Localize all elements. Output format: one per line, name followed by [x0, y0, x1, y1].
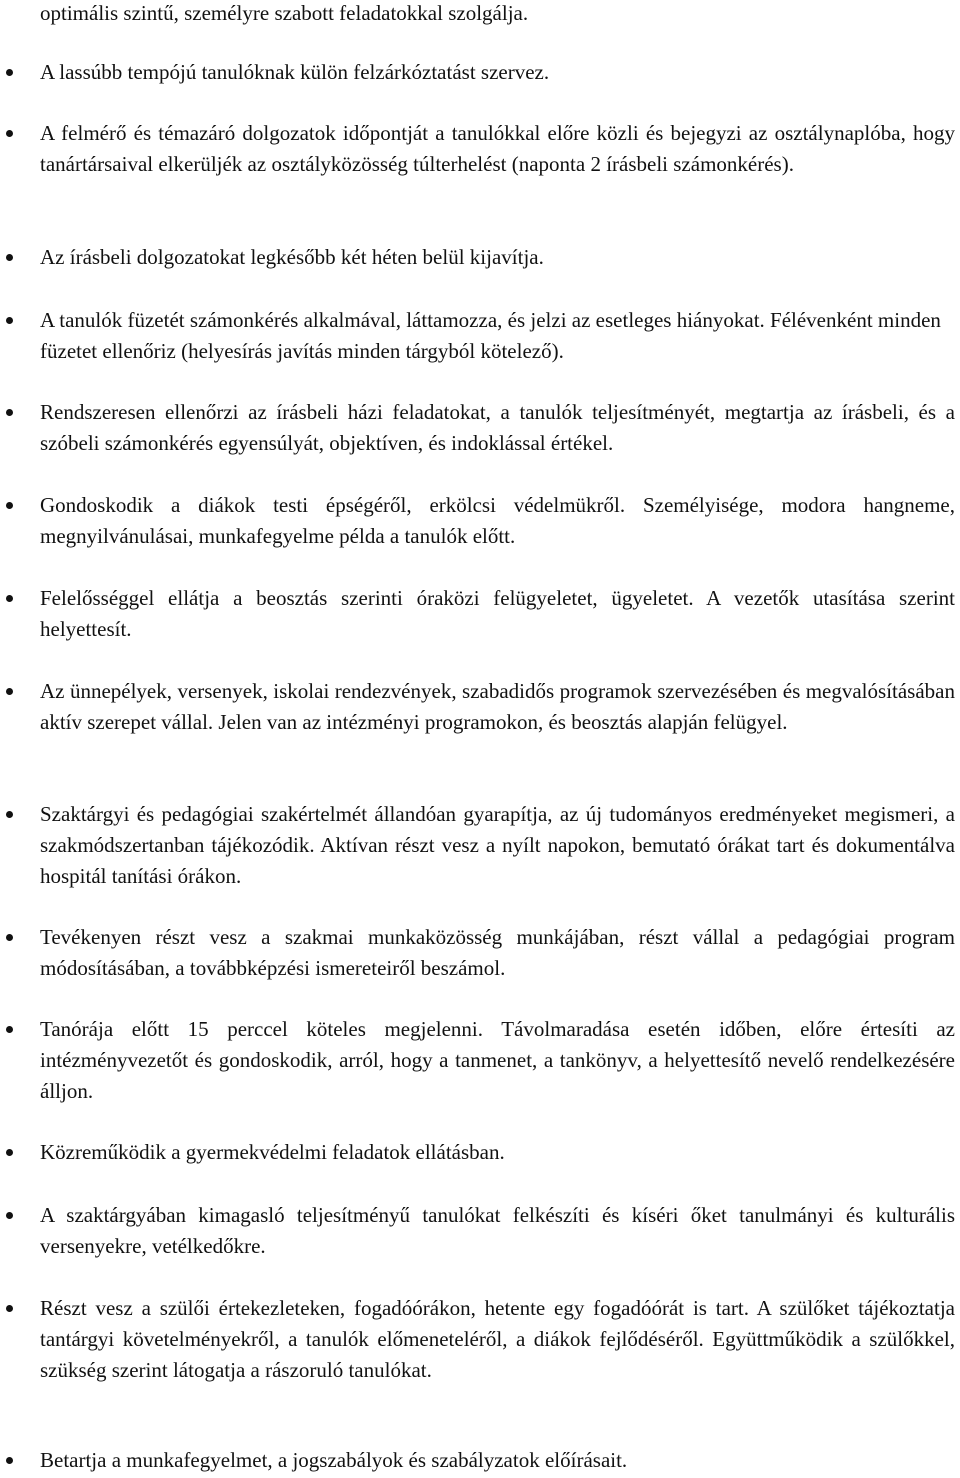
- list-item: [40, 799, 955, 892]
- list-item-text: A tanulók füzetét számonkérés alkalmával, láttamozza, és jelzi az esetleges hiányokat. Félévenként minden füzetet ellenőriz (helyesírás javítás minden tárgyból kötelező).: [40, 308, 941, 363]
- list-item: [40, 57, 955, 88]
- list-item-text: A felmérő és témazáró dolgozatok időpontját a tanulókkal előre közli és bejegyzi az osztálynaplóba, hogy tanártársaival elkerüljék az osztályközösség túlterhelést (naponta 2 írásbeli számonkérés).: [40, 121, 955, 176]
- bullet-icon: [6, 130, 13, 137]
- list-item-text: Az ünnepélyek, versenyek, iskolai rendezvények, szabadidős programok szervezésében és megvalósításában aktív szerepet vállal. Jelen van az intézményi programokon, és beosztás alapján felügyel.: [40, 679, 955, 734]
- list-item-text: Az írásbeli dolgozatokat legkésőbb két héten belül kijavítja.: [40, 245, 544, 269]
- list-item-text: Részt vesz a szülői értekezleteken, fogadóórákon, hetente egy fogadóórát is tart. A szülőket tájékoztatja tantárgyi követelményekről, a tanulók előmeneteléről, a diákok fejlődéséről. Együttműködik a szülőkkel, szükség szerint látogatja a rászoruló tanulókat.: [40, 1296, 955, 1382]
- continued-paragraph: optimális szintű, személyre szabott feladatokkal szolgálja.: [40, 1, 529, 25]
- list-item-text: A lassúbb tempójú tanulóknak külön felzárkóztatást szervez.: [40, 60, 550, 84]
- list-item-text: Szaktárgyi és pedagógiai szakértelmét állandóan gyarapítja, az új tudományos eredményeket megismeri, a szakmódszertanban tájékozódik. Aktívan részt vesz a nyílt napokon, bemutató órákat tart és dokumentálva hospitál tanítási órákon.: [40, 802, 955, 888]
- bullet-icon: [6, 254, 13, 261]
- list-item: [40, 490, 955, 552]
- list-item-text: Gondoskodik a diákok testi épségéről, erkölcsi védelmükről. Személyisége, modora hangneme, megnyilvánulásai, munkafegyelme példa a tanulók előtt.: [40, 493, 955, 548]
- list-item: [40, 676, 955, 738]
- bullet-icon: [6, 1026, 13, 1033]
- list-item: [40, 922, 955, 984]
- list-item: [40, 397, 955, 459]
- bullet-icon: [6, 69, 13, 76]
- list-item-text: A szaktárgyában kimagasló teljesítményű tanulókat felkészíti és kíséri őket tanulmányi és kulturális versenyekre, vetélkedőkre.: [40, 1203, 955, 1258]
- bullet-icon: [6, 934, 13, 941]
- list-item: [40, 1137, 955, 1168]
- bullet-icon: [6, 317, 13, 324]
- list-item: [40, 583, 955, 645]
- list-item-text: Rendszeresen ellenőrzi az írásbeli házi feladatokat, a tanulók teljesítményét, megtartja az írásbeli, és a szóbeli számonkérés egyensúlyát, objektíven, és indoklással értékel.: [40, 400, 955, 455]
- bullet-icon: [6, 1212, 13, 1219]
- list-item-text: Tevékenyen részt vesz a szakmai munkaközösség munkájában, részt vállal a pedagógiai program módosításában, a továbbképzési ismereteiről beszámol.: [40, 925, 955, 980]
- list-item: [40, 1014, 955, 1107]
- list-item-text: Közreműködik a gyermekvédelmi feladatok ellátásban.: [40, 1140, 505, 1164]
- bullet-icon: [6, 1305, 13, 1312]
- bullet-icon: [6, 502, 13, 509]
- bullet-icon: [6, 811, 13, 818]
- list-item-text: Felelősséggel ellátja a beosztás szerinti óraközi felügyeletet, ügyeletet. A vezetők utasítása szerint helyettesít.: [40, 586, 955, 641]
- list-item: [40, 118, 955, 180]
- list-item: [40, 1200, 955, 1262]
- list-item: [40, 305, 955, 367]
- bullet-icon: [6, 1457, 13, 1464]
- list-item: [40, 1445, 955, 1476]
- bullet-icon: [6, 595, 13, 602]
- list-item: [40, 242, 955, 273]
- list-item-text: Betartja a munkafegyelmet, a jogszabályok és szabályzatok előírásait.: [40, 1448, 628, 1472]
- bullet-icon: [6, 1149, 13, 1156]
- bullet-icon: [6, 409, 13, 416]
- list-item: [40, 1293, 955, 1386]
- list-item-text: Tanórája előtt 15 perccel köteles megjelenni. Távolmaradása esetén időben, előre értesíti az intézményvezetőt és gondoskodik, arról, hogy a tanmenet, a tankönyv, a helyettesítő nevelő rendelkezésére álljon.: [40, 1017, 955, 1103]
- bullet-icon: [6, 688, 13, 695]
